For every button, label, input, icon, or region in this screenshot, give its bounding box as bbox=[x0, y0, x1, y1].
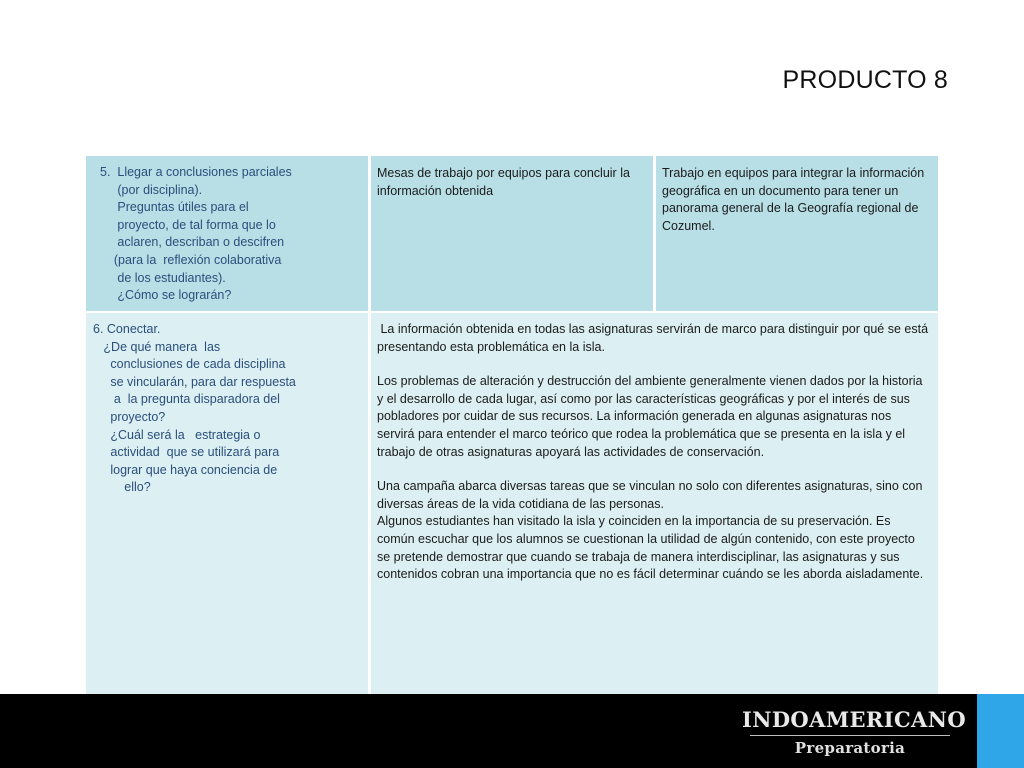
row2-step-line: ello? bbox=[93, 480, 151, 495]
paragraph-gap bbox=[377, 461, 930, 478]
row2-step-line: ¿Cuál será la estrategia o bbox=[93, 427, 261, 442]
logo-sub-text: Preparatoria bbox=[794, 739, 906, 757]
row2-step-line: proyecto? bbox=[93, 409, 166, 424]
row2-step-line: ¿De qué manera las bbox=[93, 339, 221, 354]
row1-activity-cell bbox=[371, 156, 653, 311]
row2-description-cell bbox=[371, 313, 938, 698]
row1-step-cell bbox=[86, 156, 368, 311]
row2-step-line: a la pregunta disparadora del bbox=[93, 392, 280, 407]
row2-step-line: se vincularán, para dar respuesta bbox=[93, 374, 296, 389]
row2-step-line: actividad que se utilizará para bbox=[93, 445, 280, 460]
footer-accent-stripe bbox=[977, 694, 1024, 768]
row1-activity-text: Mesas de trabajo por equipos para concluir la información obtenida bbox=[377, 166, 634, 198]
row1-step-line: (por disciplina). bbox=[100, 182, 203, 197]
row2-step-cell bbox=[86, 313, 368, 698]
row1-step-line: 5. Llegar a conclusiones parciales bbox=[100, 165, 292, 179]
row1-step-line: proyecto, de tal forma que lo bbox=[100, 217, 276, 232]
row1-step-line: ¿Cómo se lograrán? bbox=[100, 288, 232, 303]
page-title: PRODUCTO 8 bbox=[782, 66, 948, 94]
row1-step-line: de los estudiantes). bbox=[100, 270, 226, 285]
row1-step-line: aclaren, describan o descifren bbox=[100, 235, 285, 250]
row2-paragraph-1: La información obtenida en todas las asignaturas servirán de marco para distinguir por qué se está presentando esta problemática en la isla. bbox=[377, 322, 932, 354]
row2-step-line: conclusiones de cada disciplina bbox=[93, 357, 286, 372]
school-logo bbox=[742, 707, 967, 761]
row2-paragraph-4: Algunos estudiantes han visitado la isla y coinciden en la importancia de su preservación. Es común escuchar que los alumnos se cuestionan la utilidad de algún contenido, con este proyecto se pretende demostrar que cuando se trabaja de manera interdisciplinar, las asignaturas y sus contenidos cobran una importancia que no es fácil determinar cuándo se les aborda aisladamente. bbox=[377, 514, 924, 582]
row1-step-line: (para la reflexión colaborativa bbox=[100, 252, 282, 267]
logo-divider bbox=[750, 735, 950, 736]
row2-step-line: 6. Conectar. bbox=[93, 322, 161, 336]
content-table bbox=[84, 154, 940, 698]
paragraph-gap bbox=[377, 356, 930, 373]
row2-paragraph-2: Los problemas de alteración y destrucción del ambiente generalmente vienen dados por la historia y el desarrollo de cada lugar, así como por las características geográficas y por el interés de sus pobladores por cuidar de sus recursos. La información generada en algunas asignaturas nos servirá para entender el marco teórico que rodea la problemática que se presenta en la isla y el trabajo de otras asignaturas apoyará las actividades de conservación. bbox=[377, 374, 926, 459]
row2-step-line: lograr que haya conciencia de bbox=[93, 462, 278, 477]
row1-product-text: Trabajo en equipos para integrar la información geográfica en un documento para tener un panorama general de la Geografía regional de Cozumel. bbox=[662, 166, 928, 233]
logo-main-text: INDOAMERICANO bbox=[742, 707, 967, 732]
row1-step-line: Preguntas útiles para el bbox=[100, 200, 249, 215]
row1-product-cell bbox=[656, 156, 938, 311]
row2-paragraph-3: Una campaña abarca diversas tareas que se vinculan no solo con diferentes asignaturas, sino con diversas áreas de la vida cotidiana de las personas. bbox=[377, 479, 926, 511]
